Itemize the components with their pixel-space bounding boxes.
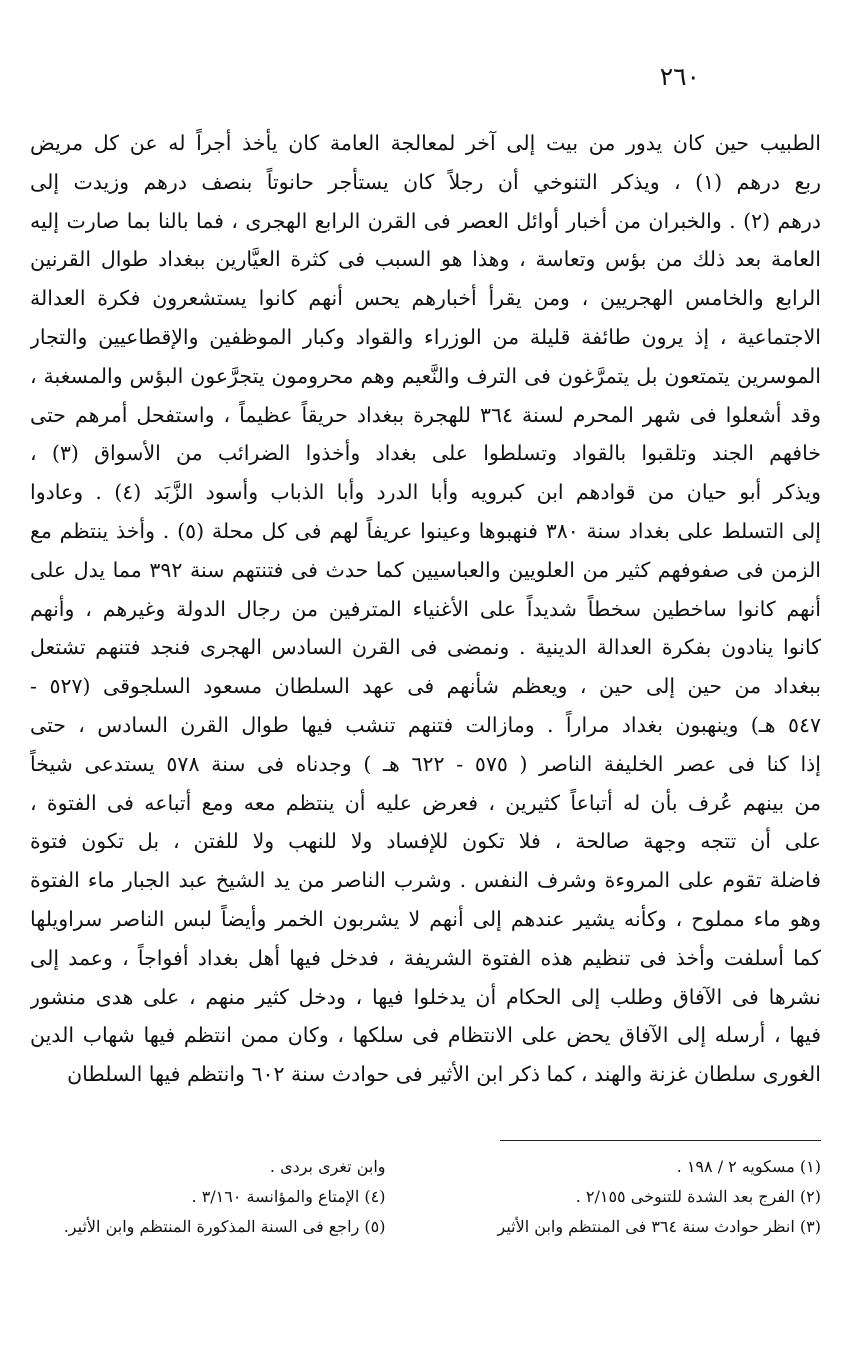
body-text <box>30 124 821 1094</box>
page-number: ٢٦٠ <box>659 62 700 91</box>
body-line: العامة بعد ذلك من بؤس وتعاسة ، وهذا هو السبب فى كثرة العيَّارين ببغداد طوال القرنين <box>30 247 821 272</box>
body-line: الغورى سلطان غزنة والهند ، كما ذكر ابن الأثير فى حوادث سنة ٦٠٢ وانتظم فيها السلطان <box>67 1062 821 1087</box>
body-line: الموسرين يتمتعون بل يتمرَّغون فى الترف والنَّعيم وهم محرومون يتجرَّعون البؤس والمسغبة ، <box>30 363 821 388</box>
body-line: كانوا ينادون بفكرة العدالة الدينية . ونمضى فى القرن السادس الهجرى فنجد فتنهم تشتعل <box>30 635 821 660</box>
footnote: (٣) انظر حوادث سنة ٣٦٤ فى المنتظم وابن الأثير <box>497 1217 821 1236</box>
body-line: فيها ، أرسله إلى الآفاق يحض على الانتظام فى سلكها ، وكان ممن انتظم فيها شهاب الدين <box>30 1023 821 1048</box>
body-line: على أن تتجه وجهة صالحة ، فلا تكون للإفساد ولا للنهب ولا للفتن ، بل تكون فتوة <box>30 829 821 854</box>
body-line: الطبيب حين كان يدور من بيت إلى آخر لمعالجة العامة كان يأخذ أجراً له عن كل مريض <box>30 131 821 155</box>
body-line: وقد أشعلوا فى شهر المحرم لسنة ٣٦٤ للهجرة ببغداد حريقاً عظيماً ، واستفحل أمرهم حتى <box>30 402 821 427</box>
body-line: فاضلة تقوم على المروءة وشرف النفس . وشرب الناصر من يد الشيخ عبد الجبار ماء الفتوة <box>30 868 821 893</box>
body-line: درهم (٢) . والخبران من أخبار أوائل العصر فى القرن الرابع الهجرى ، فما بالنا بما صارت إليه <box>30 208 821 233</box>
footnote: وابن تغرى بردى . <box>269 1157 386 1176</box>
footnotes <box>30 1152 821 1242</box>
body-line: الرابع والخامس الهجريين ، ومن يقرأ أخبارهم يحس أنهم كانوا يستشعرون فكرة العدالة <box>30 286 821 311</box>
body-line: وهو ماء مملوح ، وكأنه يشير عندهم إلى أنهم لا يشربون الخمر وأيضاً لبس الناصر سراويلها <box>30 906 821 931</box>
body-line: نشرها فى الآفاق وطلب إلى الحكام أن يدخلوا فيها ، ودخل كثير منهم ، على هدى منشور <box>30 984 821 1009</box>
body-line: ٥٤٧ هـ) وينهبون بغداد مراراً . ومازالت فتنهم تنشب فيها طوال القرن السادس ، حتى <box>30 712 821 737</box>
footnote: (١) مسكويه ٢ / ١٩٨ . <box>676 1157 821 1176</box>
body-line: من بينهم عُرف بأن له أتباعاً كثيرين ، فعرض عليه أن ينتظم معه ومع أتباعه فى الفتوة ، <box>30 790 821 815</box>
body-line: ويذكر أبو حيان من قوادهم ابن كبرويه وأبا الدرد وأبا الذباب وأسود الزَّبَد (٤) . وعادوا <box>30 480 821 505</box>
footnote: (٤) الإمتاع والمؤانسة ٣/١٦٠ . <box>191 1187 386 1206</box>
body-line: إلى التسلط على بغداد سنة ٣٨٠ فنهبوها وعينوا عريفاً لهم فى كل محلة (٥) . وأخذ ينتظم مع <box>30 518 821 543</box>
footnote-row <box>30 1152 821 1182</box>
footnote-row <box>30 1182 821 1212</box>
footnote-divider <box>500 1140 821 1141</box>
body-line: ربع درهم (١) ، ويذكر التنوخي أن رجلاً كان يستأجر حانوتاً بنصف درهم وزيدت إلى <box>30 169 821 194</box>
footnote: (٢) الفرج بعد الشدة للتنوخى ٢/١٥٥ . <box>575 1187 821 1206</box>
body-line: أنهم كانوا ساخطين سخطاً شديداً على الأغنياء المترفين من رجال الدولة وغيرهم ، وأنهم <box>30 596 821 621</box>
body-line: الزمن فى صفوفهم كثير من العلويين والعباسيين كما حدث فى فتنتهم سنة ٣٩٢ مما يدل على <box>30 557 821 582</box>
body-line: ببغداد من حين إلى حين ، ويعظم شأنهم فى عهد السلطان مسعود السلجوقى (٥٢٧ - <box>30 674 821 699</box>
footnote: (٥) راجع فى السنة المذكورة المنتظم وابن الأثير. <box>63 1217 386 1236</box>
body-line: الاجتماعية ، إذ يرون طائفة قليلة من الوزراء والقواد وكبار الموظفين والإقطاعيين والتجار <box>30 324 821 349</box>
body-line: خافهم الجند وتلقبوا بالقواد وتسلطوا على بغداد وأخذوا الضرائب من الأسواق (٣) ، <box>30 441 821 466</box>
body-line: إذا كنا فى عصر الخليفة الناصر ( ٥٧٥ - ٦٢٢ هـ ) وجدناه فى سنة ٥٧٨ يستدعى شيخاً <box>30 751 821 776</box>
footnote-row <box>30 1212 821 1242</box>
body-line: كما أسلفت وأخذ فى تنظيم هذه الفتوة الشريفة ، فدخل فيها أهل بغداد أفواجاً ، وعمد إلى <box>30 945 821 970</box>
